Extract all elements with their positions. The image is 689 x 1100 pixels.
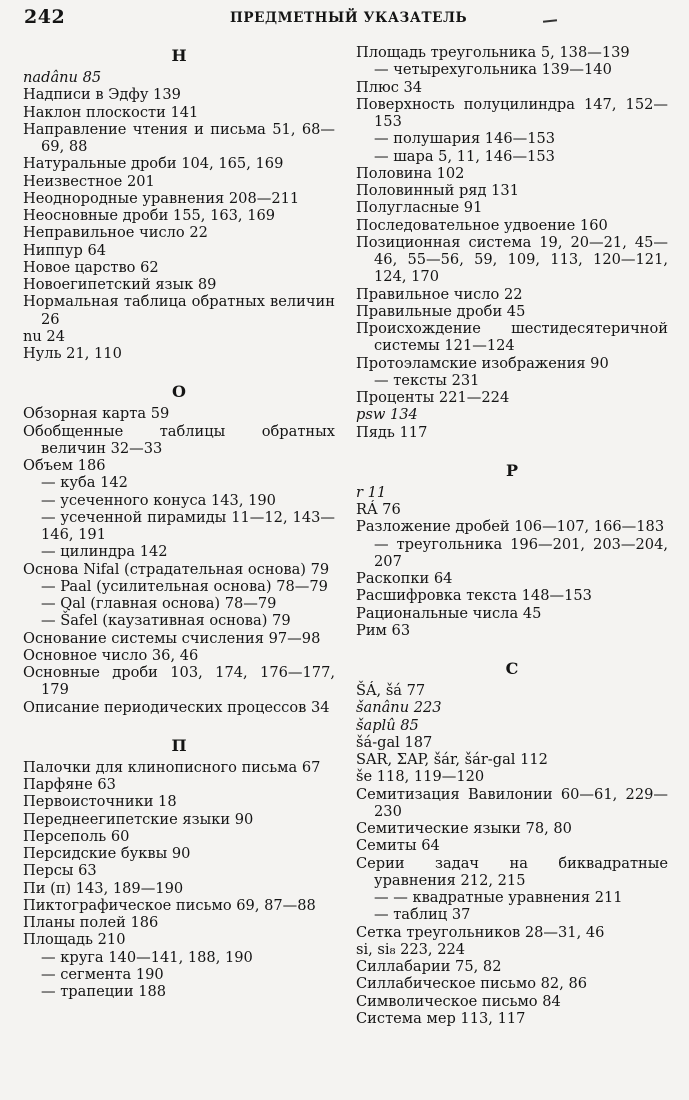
index-subentry: — таблиц 37 bbox=[374, 906, 471, 924]
index-entry: si, si₈ 223, 224 bbox=[356, 940, 466, 958]
index-entry: Персеполь 60 bbox=[23, 827, 130, 845]
index-subentry: — Paal (усилительная основа) 78—79 bbox=[41, 577, 328, 595]
index-entry: Сетка треугольников 28—31, 46 bbox=[356, 923, 605, 941]
index-entry: Неправильное число 22 bbox=[23, 224, 208, 242]
index-entry: Система мер 113, 117 bbox=[356, 1009, 526, 1027]
index-subentry: — куба 142 bbox=[41, 474, 128, 492]
index-entry: Половинный ряд 131 bbox=[356, 182, 519, 199]
index-entry: Нормальная таблица обратных величин 26 bbox=[23, 293, 335, 328]
index-entry: Силлабическое письмо 82, 86 bbox=[356, 975, 588, 993]
index-entry: Основа Nifal (страдательная основа) 79 bbox=[23, 560, 330, 578]
index-subentry: — Qal (главная основа) 78—79 bbox=[41, 595, 277, 612]
index-entry: Рим 63 bbox=[356, 621, 411, 639]
index-subentry: — полушария 146—153 bbox=[374, 130, 556, 148]
index-entry: ŠÁ, šá 77 bbox=[356, 682, 426, 699]
index-entry: Неоднородные уравнения 208—211 bbox=[23, 189, 300, 207]
index-entry: Позиционная система 19, 20—21, 45—46, 55—56, 59, 109, 113, 120—121, 124, 170 bbox=[356, 233, 668, 286]
index-entry: Переднеегипетские языки 90 bbox=[23, 810, 254, 828]
index-entry: Символическое письмо 84 bbox=[356, 992, 561, 1010]
index-entry: Парфяне 63 bbox=[23, 776, 116, 793]
index-entry: Неосновные дроби 155, 163, 169 bbox=[23, 207, 276, 224]
index-subentry: — тексты 231 bbox=[374, 371, 480, 389]
section-s-entries bbox=[356, 682, 668, 1027]
index-entry: Основные дроби 103, 174, 176—177, 179 bbox=[23, 664, 335, 699]
index-entry: Семитические языки 78, 80 bbox=[356, 820, 572, 837]
index-entry: Пядь 117 bbox=[356, 423, 428, 441]
section-r-entries bbox=[356, 484, 668, 639]
index-entry: Основное число 36, 46 bbox=[23, 646, 199, 664]
section-p-entries bbox=[23, 759, 335, 1001]
index-entry: še 118, 119—120 bbox=[356, 768, 485, 786]
index-entry: Проценты 221—224 bbox=[356, 389, 510, 406]
left-column bbox=[23, 38, 335, 1000]
index-entry: Первоисточники 18 bbox=[23, 793, 177, 811]
index-subentry: — — квадратные уравнения 211 bbox=[374, 889, 623, 906]
index-entry: nadânu 85 bbox=[23, 69, 102, 86]
index-entry: Палочки для клинописного письма 67 bbox=[23, 758, 321, 776]
index-subentry: — цилиндра 142 bbox=[41, 543, 168, 561]
index-entry: Площадь треугольника 5, 138—139 bbox=[356, 44, 630, 61]
index-entry: Пиктографическое письмо 69, 87—88 bbox=[23, 896, 316, 914]
index-subentry: — Šafel (каузативная основа) 79 bbox=[41, 612, 291, 630]
section-letter-s: С bbox=[505, 659, 519, 678]
index-entry: Направление чтения и письма 51, 68—69, 88 bbox=[23, 120, 335, 155]
section-letter-r: Р bbox=[505, 460, 519, 480]
index-entry: Нуль 21, 110 bbox=[23, 345, 122, 362]
index-entry: r 11 bbox=[356, 483, 387, 501]
index-entry: Последовательное удвоение 160 bbox=[356, 216, 608, 234]
index-subentry: — треугольника 196—201, 203—204, 207 bbox=[374, 535, 668, 570]
index-subentry: — усеченного конуса 143, 190 bbox=[41, 491, 276, 509]
index-entry: RÁ 76 bbox=[356, 501, 401, 518]
index-entry: Персы 63 bbox=[23, 862, 97, 880]
section-letter-n: Н bbox=[171, 46, 187, 65]
index-entry: Описание периодических процессов 34 bbox=[23, 698, 330, 716]
index-entry: Обзорная карта 59 bbox=[23, 405, 170, 423]
section-n-entries bbox=[23, 69, 335, 362]
index-entry: Правильное число 22 bbox=[356, 285, 523, 303]
index-entry: šanânu 223 bbox=[356, 699, 442, 717]
index-entry: Ниппур 64 bbox=[23, 241, 107, 259]
index-entry: Расшифровка текста 148—153 bbox=[356, 587, 592, 605]
section-letter-p: П bbox=[171, 735, 187, 755]
index-entry: Основание системы счисления 97—98 bbox=[23, 629, 321, 647]
index-entry: Семиты 64 bbox=[356, 837, 440, 855]
index-entry: šá-gal 187 bbox=[356, 733, 433, 751]
index-entry: Серии задач на биквадратные уравнения 212, 215 bbox=[356, 854, 668, 889]
index-entry: Происхождение шестидесятеричной системы 121—124 bbox=[356, 320, 668, 355]
running-head: ПРЕДМЕТНЫЙ УКАЗАТЕЛЬ bbox=[230, 10, 468, 26]
index-entry: Семитизация Вавилонии 60—61, 229—230 bbox=[356, 785, 668, 820]
index-entry: Рациональные числа 45 bbox=[356, 604, 542, 622]
index-entry: Половина 102 bbox=[356, 164, 465, 182]
index-entry: Новоегипетский язык 89 bbox=[23, 276, 217, 293]
index-subentry: — круга 140—141, 188, 190 bbox=[41, 948, 253, 966]
right-column bbox=[356, 44, 668, 1027]
page-number: 242 bbox=[24, 6, 66, 28]
index-entry: Площадь 210 bbox=[23, 931, 126, 949]
index-entry: Объем 186 bbox=[23, 457, 106, 474]
index-entry: Силлабарии 75, 82 bbox=[356, 958, 502, 975]
index-entry: Персидские буквы 90 bbox=[23, 845, 191, 862]
index-entry: Натуральные дроби 104, 165, 169 bbox=[23, 155, 284, 173]
index-entry: Надписи в Эдфу 139 bbox=[23, 86, 181, 104]
index-entry: Протоэламские изображения 90 bbox=[356, 354, 609, 372]
index-entry: Неизвестное 201 bbox=[23, 172, 155, 190]
index-entry: SAR, ΣAP, šár, šár-gal 112 bbox=[356, 751, 548, 768]
index-entry: nu 24 bbox=[23, 327, 66, 345]
index-subentry: — трапеции 188 bbox=[41, 983, 167, 1000]
stray-mark bbox=[543, 19, 557, 22]
section-letter-o: О bbox=[172, 382, 186, 402]
index-entry: Разложение дробей 106—107, 166—183 bbox=[356, 518, 665, 536]
section-o-entries bbox=[23, 405, 335, 716]
index-subentry: — шара 5, 11, 146—153 bbox=[374, 147, 555, 165]
index-entry: Поверхность полуцилиндра 147, 152—153 bbox=[356, 95, 668, 130]
index-subentry: — усеченной пирамиды 11—12, 143—146, 191 bbox=[41, 508, 335, 543]
index-entry: Наклон плоскости 141 bbox=[23, 103, 199, 121]
index-entry: šaplû 85 bbox=[356, 716, 419, 734]
index-entry: Новое царство 62 bbox=[23, 258, 159, 276]
index-entry: Планы полей 186 bbox=[23, 914, 159, 931]
index-entry: Пи (π) 143, 189—190 bbox=[23, 879, 184, 897]
section-p-continued-entries bbox=[356, 44, 668, 441]
index-entry: Правильные дроби 45 bbox=[356, 302, 526, 320]
index-entry: Плюс 34 bbox=[356, 78, 423, 96]
index-entry: Раскопки 64 bbox=[356, 570, 453, 587]
index-entry: Обобщенные таблицы обратных величин 32—33 bbox=[23, 422, 335, 457]
index-subentry: — четырехугольника 139—140 bbox=[374, 61, 612, 79]
index-entry: Полугласные 91 bbox=[356, 199, 483, 217]
index-entry: psw 134 bbox=[356, 406, 418, 424]
index-subentry: — сегмента 190 bbox=[41, 965, 164, 983]
